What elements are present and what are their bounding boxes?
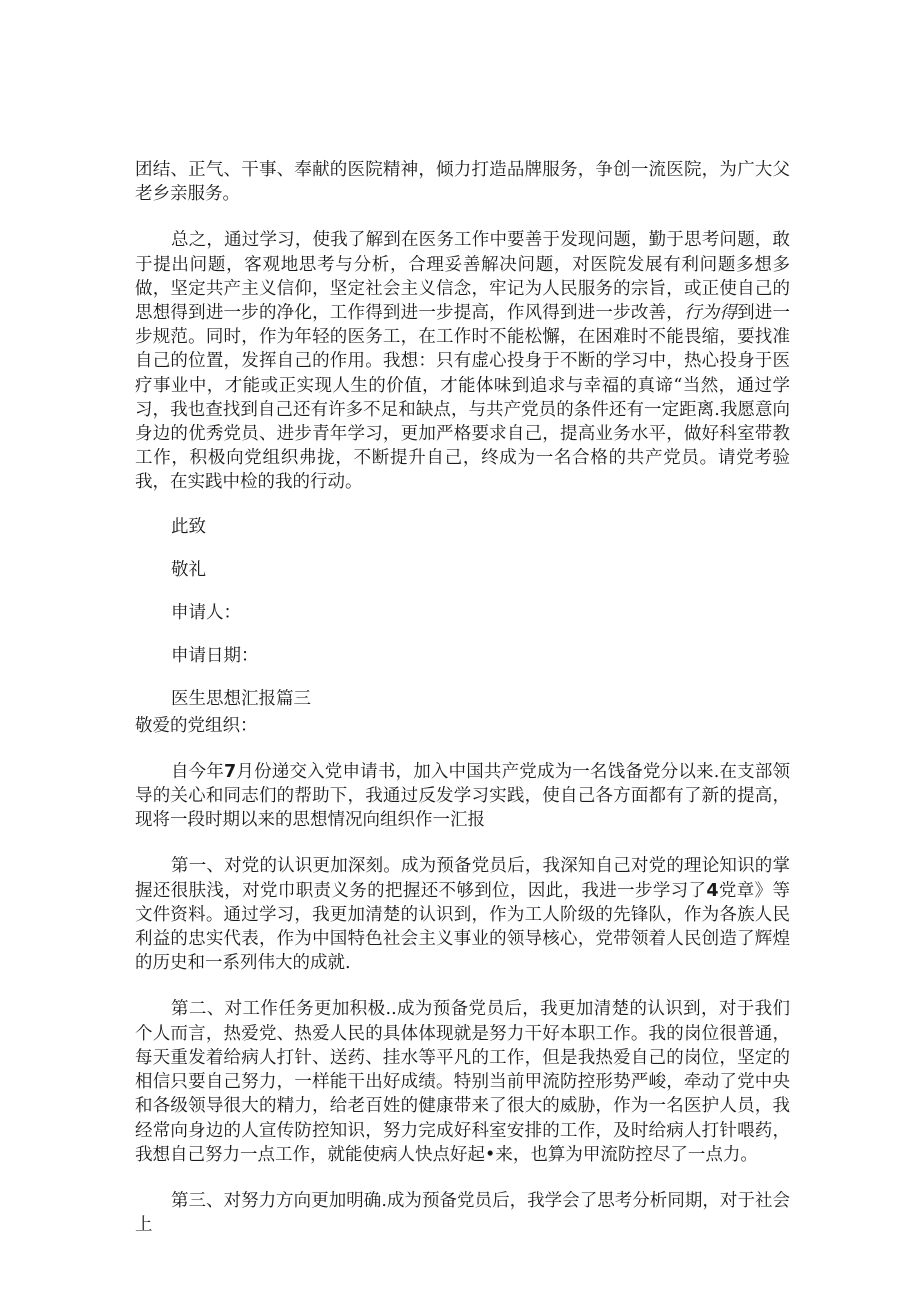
closing-line-2: 敬礼 — [171, 559, 206, 580]
paragraph-first — [135, 854, 790, 975]
paragraph-intro-tail: 团结、正气、干事、奉献的医院精神，倾力打造品牌服务，争创一流医院，为广大父老乡亲服务。 — [135, 160, 790, 205]
summary-text-a: 总之，通过学习，使我了解到在医务工作中要善于发现问题，勤于思考问题，敢于提出问题，客观地思考与分析，合理妥善解决问题，对医院发展有利问题多想多做，坚定共产主义信仰，坚定社会主义信念，牢记为人民服务的宗旨，或正使自己的思想得到进一步的净化，工作得到进一步提高，作风得到进一步改善， — [135, 230, 790, 324]
closing-line-1: 此致 — [171, 516, 206, 537]
section-title: 医生思想汇报篇三 — [171, 689, 311, 710]
paragraph-summary — [135, 228, 790, 494]
first-text-a: 第一、对党的认识更加深刻。成为预备党员后，我深知自己对党的理论知识的掌握还很肤浅，对党巾职责义务的把握还不够到位，因此，我进一步学习了 — [135, 856, 790, 901]
salutation: 敬爱的党组织： — [135, 715, 258, 736]
paragraph-second: 第二、对工作任务更加积极..成为预备党员后，我更加清楚的认识到，对于我们个人而言，热爱党、热爱人民的具体体现就是努力干好本职工作。我的岗位很普通，每天重发着给病人打针、送药、挂水等平凡的工作，但是我热爱自己的岗位，坚定的相信只要自己努力，一样能干出好成绩。特别当前甲流防控形势严峻，牵动了党中央和各级领导很大的精力，给老百姓的健康带来了很大的威胁，作为一名医护人员，我经常向身边的人宣传防控知识，努力完成好科室安排的工作，及时给病人打针喂药，我想自己努力一点工作，就能使病人快点好起•来，也算为甲流防控尽了一点力。 — [135, 999, 790, 1165]
applicant-label: 申请人： — [171, 603, 241, 624]
first-bold-text: 4 — [706, 880, 719, 901]
first-text-b: 党章》等文件资料。通过学习，我更加清楚的认识到，作为工人阶级的先锋队，作为各族人民利益的忠实代表，作为中国特色社会主义事业的领导核心，党带领着人民创造了辉煌的历史和一系列伟大的成就. — [135, 880, 791, 974]
opening-bold-text: 7 — [224, 761, 237, 782]
paragraph-opening — [135, 760, 790, 833]
date-label: 申请日期： — [171, 646, 259, 667]
opening-text-b: 月份递交入党申请书，加入中国共产党成为一名饯备党分以来.在支部领导的关心和同志们的帮助下，我通过反发学习实践，使自己各方面都有了新的提高，现将一段时期以来的思想情况向组织作一汇报 — [135, 761, 791, 831]
summary-text-b: 到进一步规范。同时，作为年轻的医务工，在工作时不能松懈，在困难时不能畏缩，要找准自己的位置，发挥自己的作用。我想：只有虚心投身于不断的学习中，热心投身于医疗事业中，才能或正实现人生的价值，才能体味到追求与幸福的真谛“当然，通过学习，我也查找到自己还有许多不足和缺点，与共产党员的条件还有一定距离.我愿意向身边的优秀党员、进步青年学习，更加严格要求自己，提高业务水平，做好科室带教工作，积极向党组织弗拢，不断提升自己，终成为一名合格的共产党员。请党考验我，在实践中检的我的行动。 — [135, 303, 791, 493]
paragraph-third: 第三、对努力方向更加明确.成为预备党员后，我学会了思考分析同期，对于社会上 — [135, 1190, 790, 1236]
summary-italic-text: 行为得 — [683, 303, 738, 324]
opening-text-a: 自今年 — [171, 761, 225, 782]
document-body — [135, 158, 790, 1237]
